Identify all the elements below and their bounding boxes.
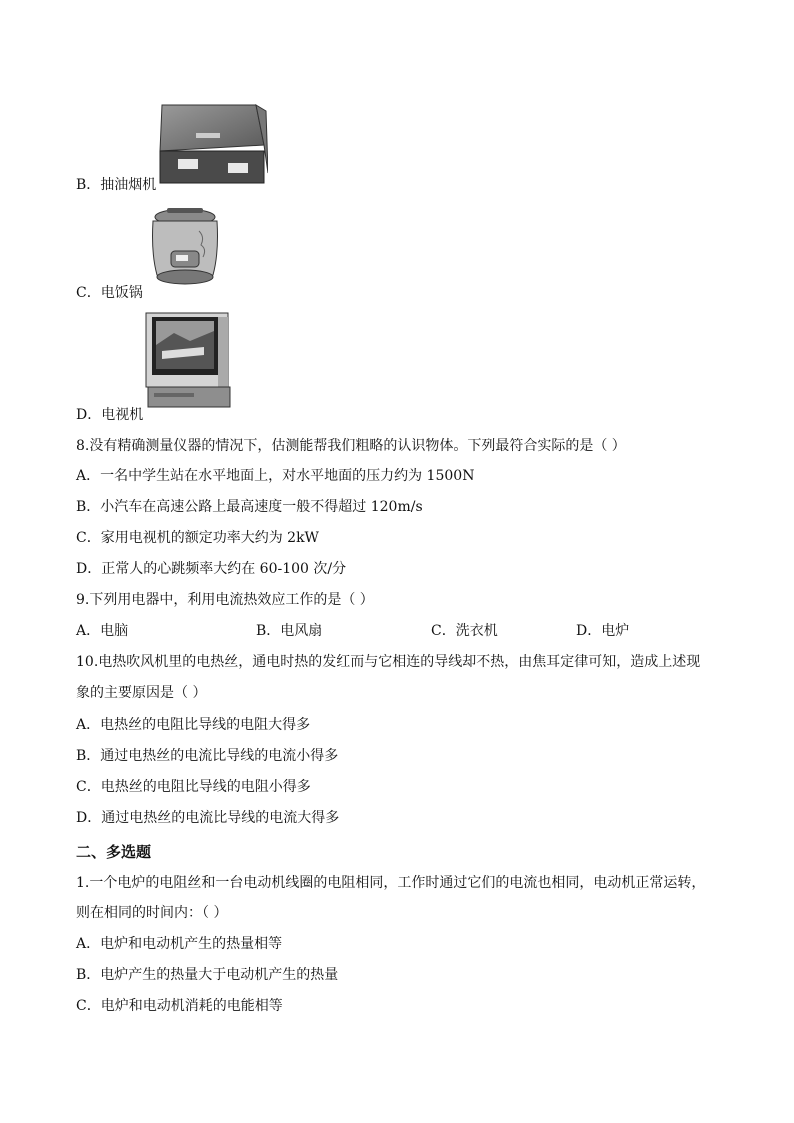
option-d-television: D．电视机 [76,407,144,423]
mq1-option-b: B．电炉产生的热量大于电动机产生的热量 [76,967,339,983]
option-c-rice-cooker: C．电饭锅 [76,285,143,301]
mq1-option-c: C．电炉和电动机消耗的电能相等 [76,998,283,1014]
question-8-stem: 8.没有精确测量仪器的情况下，估测能帮我们粗略的认识物体。下列最符合实际的是（ ） [76,438,626,454]
mq1-stem-line2: 则在相同的时间内：（ ） [76,905,228,921]
question-10-option-d: D．通过电热丝的电流比导线的电流大得多 [76,810,340,826]
question-8-option-d: D．正常人的心跳频率大约在 60-100 次/分 [76,561,347,577]
question-9-option-c: C．洗衣机 [431,623,498,639]
question-9-stem: 9.下列用电器中，利用电流热效应工作的是（ ） [76,592,374,608]
question-10-stem-line2: 象的主要原因是（ ） [76,685,207,701]
mq1-option-a: A．电炉和电动机产生的热量相等 [76,936,283,952]
option-b-range-hood: B．抽油烟机 [76,177,157,193]
question-8-option-c: C．家用电视机的额定功率大约为 2kW [76,530,319,546]
question-10-option-c: C．电热丝的电阻比导线的电阻小得多 [76,779,311,795]
question-8-option-b: B．小汽车在高速公路上最高速度一般不得超过 120m/s [76,499,423,515]
question-8-option-a: A．一名中学生站在水平地面上，对水平地面的压力约为 1500N [76,468,475,484]
question-10-stem-line1: 10.电热吹风机里的电热丝，通电时热的发红而与它相连的导线却不热，由焦耳定律可知，造成上述现 [76,654,701,670]
question-10-option-a: A．电热丝的电阻比导线的电阻大得多 [76,717,311,733]
question-9-option-a: A．电脑 [76,623,129,639]
question-9-option-b: B．电风扇 [256,623,323,639]
question-10-option-b: B．通过电热丝的电流比导线的电流小得多 [76,748,339,764]
section-title-multiple-choice: 二、多选题 [76,843,152,861]
range-hood-image [156,103,268,187]
television-image [144,311,234,411]
rice-cooker-image [149,207,221,287]
mq1-stem-line1: 1.一个电炉的电阻丝和一台电动机线圈的电阻相同，工作时通过它们的电流也相同，电动机正常运转， [76,875,706,891]
question-9-option-d: D．电炉 [576,623,630,639]
